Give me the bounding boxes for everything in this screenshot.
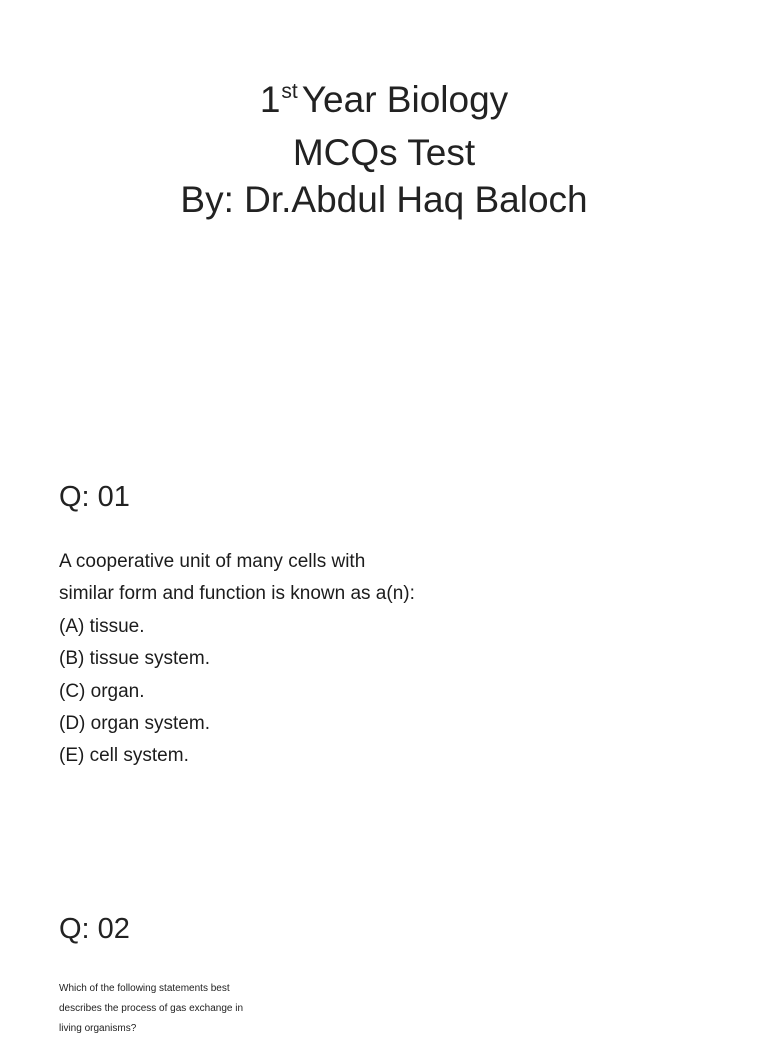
title-line-2: MCQs Test (292, 132, 476, 173)
question-2-heading: Q: 02 (59, 913, 130, 945)
question-1-heading: Q: 01 (59, 481, 130, 513)
question-1-option-e: (E) cell system. (59, 745, 189, 767)
title-line-1 (0, 76, 768, 129)
question-1-option-c: (C) organ. (59, 680, 145, 702)
question-1-option-d: (D) organ system. (59, 713, 210, 735)
question-1-body (59, 546, 415, 773)
document-title (0, 76, 768, 223)
question-2-stem-line-2: describes the process of gas exchange in (59, 1003, 243, 1014)
question-2-body (59, 979, 243, 1039)
title-author: By: Dr.Abdul Haq Baloch (180, 179, 588, 220)
question-1-option-b: (B) tissue system. (59, 648, 210, 670)
title-number: 1 (259, 79, 281, 120)
question-2-stem-line-3: living organisms? (59, 1023, 137, 1034)
title-subject: Year Biology (301, 79, 509, 120)
question-1-stem-line-1: A cooperative unit of many cells with (59, 551, 366, 572)
question-1-option-a: (A) tissue. (59, 615, 145, 637)
question-1-stem-line-2: similar form and function is known as a(n): (59, 583, 415, 605)
question-2-stem-line-1: Which of the following statements best (59, 983, 230, 994)
title-superscript: st (281, 80, 298, 103)
